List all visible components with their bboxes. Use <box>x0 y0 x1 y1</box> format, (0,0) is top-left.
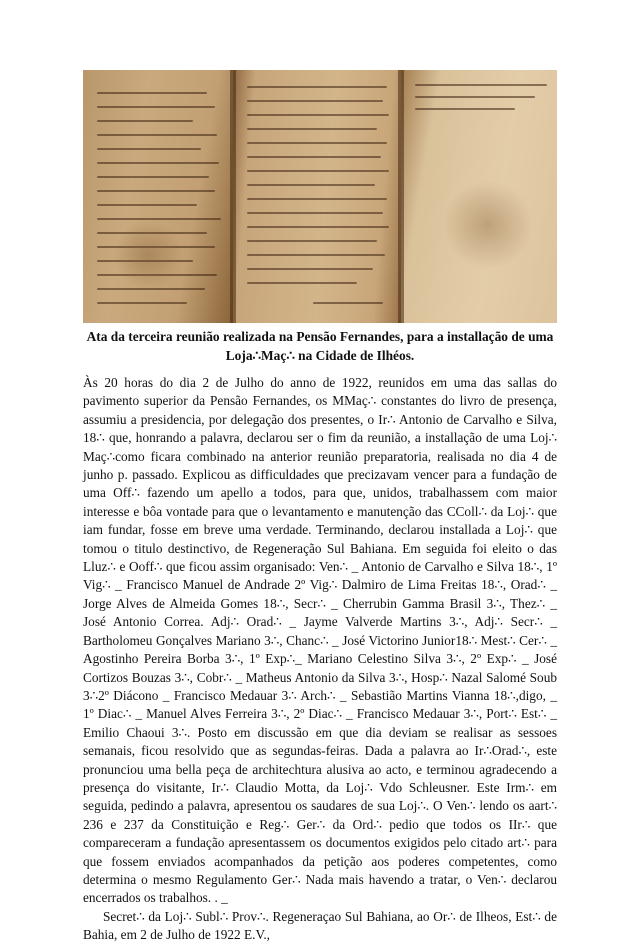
document-title-line2: Loja∴Maç∴ na Cidade de Ilhéos. <box>225 348 415 363</box>
handwriting-line <box>97 120 193 122</box>
handwriting-line <box>247 170 389 172</box>
minutes-closing: Secret∴ da Loj∴ Subl∴ Prov∴. Regeneraçao Sul Bahiana, ao Or∴ de Ilheos, Est∴ de Bahia, em 2 de Julho de 1922 E.V., <box>83 908 557 943</box>
handwriting-line <box>97 134 217 136</box>
book-gutter <box>230 70 236 323</box>
handwriting-line <box>247 198 387 200</box>
document-title: Ata da terceira reunião realizada na Pensão Fernandes, para a installação de uma <box>86 329 554 344</box>
handwriting-line <box>247 114 389 116</box>
handwriting-line <box>247 100 383 102</box>
minutes-paragraph: Às 20 horas do dia 2 de Julho do anno de 1922, reunidos em uma das sallas do pavimento superior da Pensão Fernandes, os MMaç∴ constantes do livro de presença, assumiu a presidencia, por delegação dos presentes, o Ir∴ Antonio de Carvalho e Silva, 18∴ que, honrando a palavra, declarou ser o fim da reunião, a installação de uma Loj∴ Maç∴como ficara combinado na anterior reunião preparatoria, realisada no dia 4 de junho p. passado. Explicou as difficuldades que precizavam vencer para a fundação de uma Off∴ fazendo um apello a todos, para que, unidos, trabalhassem com maior interesse e bôa vontade para que o levantamento e manutenção das CColl∴ da Loj∴ que iam fundar, fosse em breve uma verdade. Terminando, declarou installada a Loj∴ que tomou o titulo destinctivo, de Regeneração Sul Bahiana. Em seguida foi eleito o das Lluz∴ e Ooff∴ que ficou assim organisado: Ven∴ _ Antonio de Carvalho e Silva 18∴, 1º Vig∴ _ Francisco Manuel de Andrade 2º Vig∴ Dalmiro de Lima Freitas 18∴, Orad∴ _ Jorge Alves de Almeida Gomes 18∴, Secr∴ _ Cherrubin Gamma Brasil 3∴, Thez∴ _ José Antonio Correa. Adj∴ Orad∴ _ Jayme Valverde Martins 3∴, Adj∴ Secr∴ _ Bartholomeu Gonçalves Mariano 3∴, Chanc∴ _ José Victorino Junior18∴ Mest∴ Cer∴ _ Agostinho Pereira Borba 3∴, 1º Exp∴_ Mariano Celestino Silva 3∴, 2º Exp∴ _ José Cortizos Bouzas 3∴, Cobr∴ _ Matheus Antonio da Silva 3∴, Hosp∴ Nazal Salomé Soub 3∴2º Diácono _ Francisco Medauar 3∴ Arch∴ _ Sebastião Martins Vianna 18∴,digo, _ 1º Diac∴ _ Manuel Alves Ferreira 3∴, 2º Diac∴ _ Francisco Medauar 3∴, Port∴ Est∴ _ Emilio Chaoui 3∴. Posto em discussão em que dia deviam se realisar as sessoes semanais, ficou resolvido que as segundas-feiras. Dada a palavra ao Ir∴Orad∴, este pronunciou uma bella peça de architechtura alusiva ao acto, e terminou agradecendo a presença do visitante, Ir∴ Claudio Motta, da Loj∴ Vdo Schleusner. Este Irm∴ em seguida, pedindo a palavra, apresentou os saudares de sua Loj∴. O Ven∴ lendo os aart∴ 236 e 237 da Constituição e Reg∴ Ger∴ da Ord∴ pedio que todos os IIr∴ que compareceram a fundação apresentassem os documentos exigidos pelo citado art∴ para que fossem enviados acompanhados da petição aos poderes competentes, como determina o mesmo Regulamento Ger∴ Nada mais havendo a tratar, o Ven∴ declarou encerrados os trabalhos. . _ <box>83 375 557 906</box>
handwriting-line <box>247 184 375 186</box>
handwriting-line <box>97 218 221 220</box>
minutes-body <box>83 374 557 945</box>
handwriting-line <box>247 212 383 214</box>
handwriting-line <box>247 254 385 256</box>
paper-stain <box>113 220 183 290</box>
handwriting-line <box>97 106 215 108</box>
manuscript-photo <box>83 70 557 323</box>
handwriting-line <box>97 204 197 206</box>
handwriting-line <box>247 128 377 130</box>
handwriting-signature <box>313 302 383 304</box>
handwriting-line <box>97 190 215 192</box>
book-gutter <box>398 70 404 323</box>
handwriting-line <box>247 86 387 88</box>
handwriting-line <box>97 302 187 304</box>
handwriting-line <box>247 240 377 242</box>
handwriting-line <box>247 142 387 144</box>
handwriting-line <box>247 268 373 270</box>
handwriting-line <box>247 156 381 158</box>
handwriting-line <box>415 108 515 110</box>
handwriting-line <box>247 282 357 284</box>
paper-stain <box>443 180 533 270</box>
handwriting-line <box>97 92 207 94</box>
handwriting-line <box>97 176 209 178</box>
manuscript-middle-page <box>233 70 401 323</box>
handwriting-line <box>97 148 201 150</box>
handwriting-line <box>97 162 219 164</box>
handwriting-line <box>415 84 547 86</box>
handwriting-line <box>247 226 389 228</box>
handwriting-line <box>415 96 535 98</box>
